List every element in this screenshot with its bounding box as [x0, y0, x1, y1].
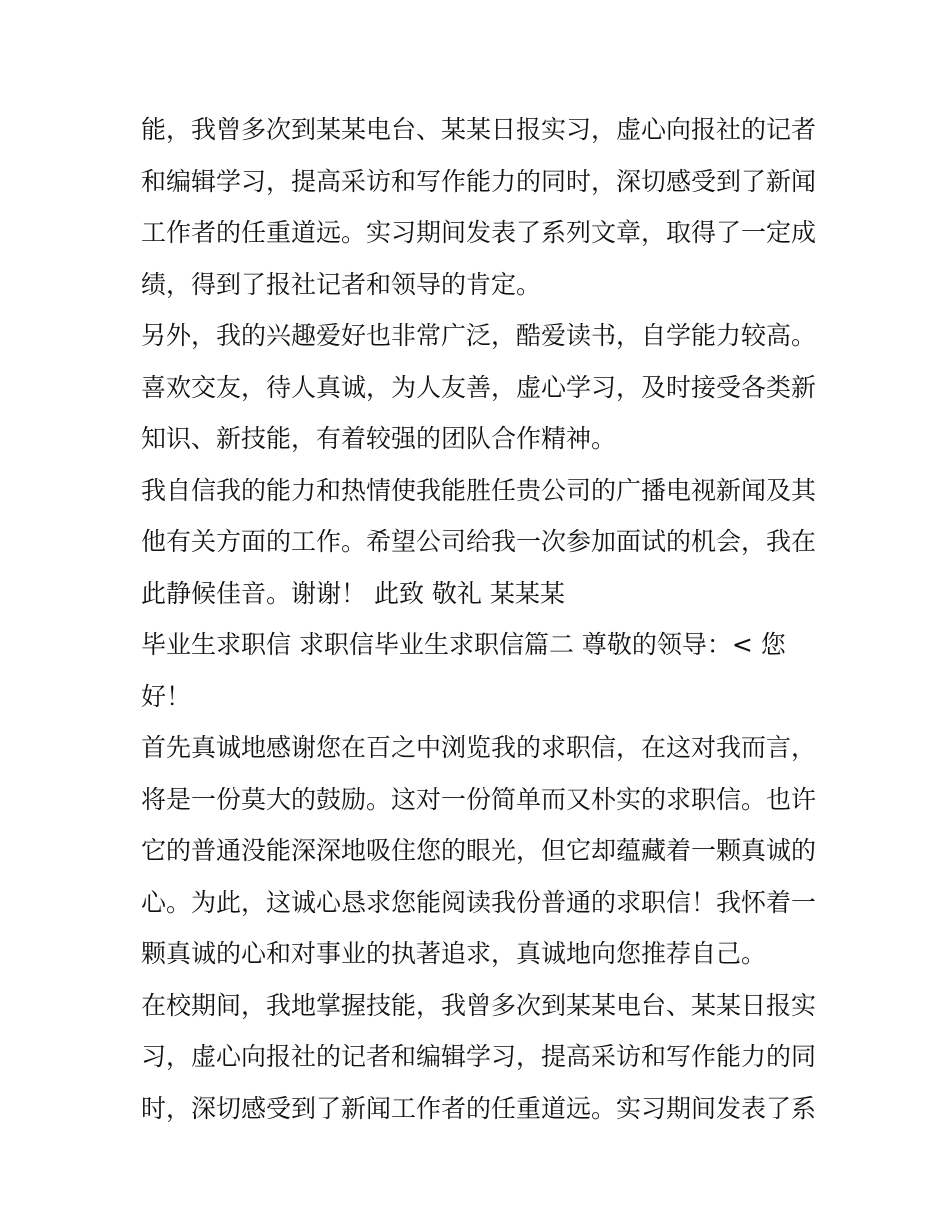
text-line: 将是一份莫大的鼓励。这对一份简单而又朴实的求职信。也许 — [141, 784, 817, 814]
text-line: 颗真诚的心和对事业的执著追求，真诚地向您推荐自己。 — [141, 939, 767, 968]
text-line: 习，虚心向报社的记者和编辑学习，提高采访和写作能力的同 — [141, 1042, 817, 1071]
text-line: 时，深切感受到了新闻工作者的任重道远。实习期间发表了系 — [141, 1093, 817, 1123]
text-line: 他有关方面的工作。希望公司给我一次参加面试的机会，我在 — [141, 527, 817, 556]
text-line: 另外，我的兴趣爱好也非常广泛，酷爱读书，自学能力较高。 — [141, 321, 817, 350]
text-line: 和编辑学习，提高采访和写作能力的同时，深切感受到了新闻 — [141, 166, 817, 196]
text-line: 此静候佳音。谢谢！ 此致 敬礼 某某某 — [141, 578, 565, 608]
text-line: 在校期间，我地掌握技能，我曾多次到某某电台、某某日报实 — [141, 990, 817, 1020]
text-line: 能，我曾多次到某某电台、某某日报实习，虚心向报社的记者 — [141, 115, 817, 144]
text-line: 首先真诚地感谢您在百之中浏览我的求职信，在这对我而言， — [141, 733, 817, 762]
text-line: 好！ — [141, 681, 192, 711]
text-line: 喜欢交友，待人真诚，为人友善，虚心学习，及时接受各类新 — [141, 372, 817, 402]
text-line: 知识、新技能，有着较强的团队合作精神。 — [141, 424, 617, 453]
text-line: 它的普通没能深深地吸住您的眼光，但它却蕴藏着一颗真诚的 — [141, 836, 817, 865]
text-line: 绩，得到了报社记者和领导的肯定。 — [141, 269, 542, 299]
text-line: 我自信我的能力和热情使我能胜任贵公司的广播电视新闻及其 — [141, 475, 817, 505]
text-line: 毕业生求职信 求职信毕业生求职信篇二 尊敬的领导：< 您 — [141, 630, 786, 659]
body-text — [141, 104, 816, 1134]
text-line: 心。为此，这诚心恳求您能阅读我份普通的求职信！我怀着一 — [141, 887, 817, 917]
text-line: 工作者的任重道远。实习期间发表了系列文章，取得了一定成 — [141, 218, 817, 247]
